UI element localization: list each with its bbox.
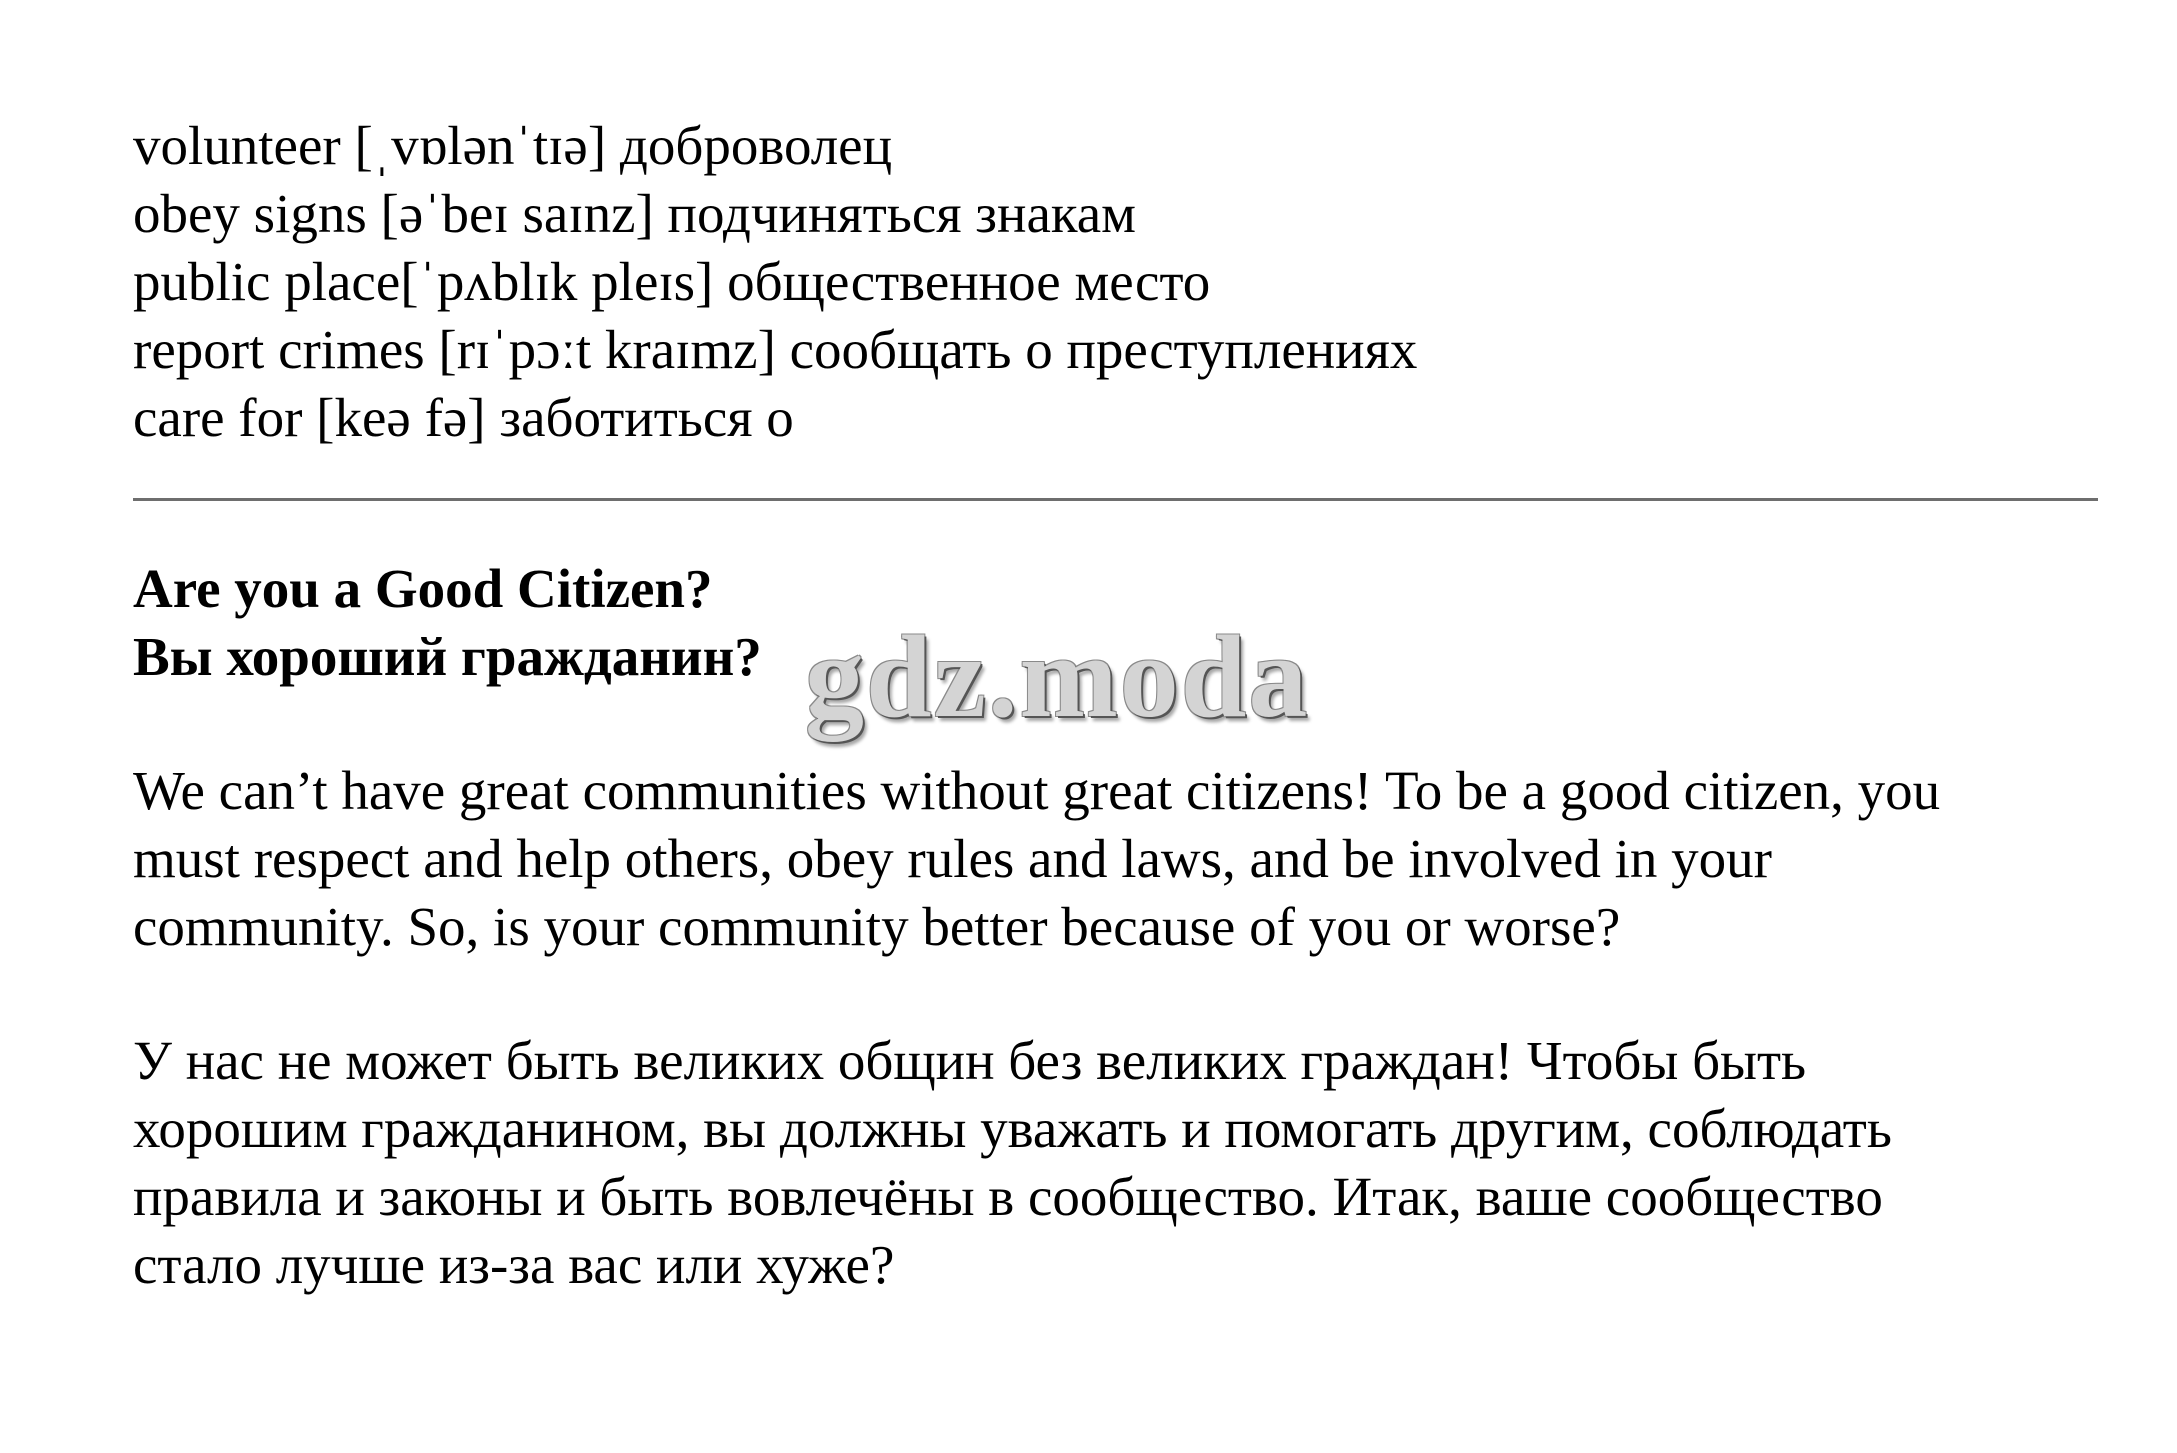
paragraph-line: We can’t have great communities without great citizens! To be a good citizen, you <box>133 760 1941 821</box>
paragraph-line: community. So, is your community better because of you or worse? <box>133 896 1621 957</box>
paragraph-english <box>133 757 2113 961</box>
paragraph-line: must respect and help others, obey rules and laws, and be involved in your <box>133 828 1772 889</box>
section-divider <box>133 498 2098 501</box>
paragraph-line: правила и законы и быть вовлечёны в сообщество. Итак, ваше сообщество <box>133 1166 1883 1227</box>
paragraph-line: У нас не может быть великих общин без великих граждан! Чтобы быть <box>133 1030 1807 1091</box>
vocabulary-list <box>133 112 2083 452</box>
vocabulary-item: public place[ˈpʌblɪk pleɪs] общественное место <box>133 251 1211 312</box>
paragraph-line: стало лучше из-за вас или хуже? <box>133 1234 895 1295</box>
vocabulary-item: care for [keə fə] заботиться о <box>133 387 794 448</box>
vocabulary-item: report crimes [rɪˈpɔːt kraɪmz] сообщать о преступлениях <box>133 319 1418 380</box>
heading-russian: Вы хороший гражданин? <box>133 626 762 687</box>
heading-english: Are you a Good Citizen? <box>133 558 713 619</box>
paragraph-russian <box>133 1027 2113 1299</box>
vocabulary-item: obey signs [əˈbeɪ saɪnz] подчиняться знакам <box>133 183 1136 244</box>
paragraph-line: хорошим гражданином, вы должны уважать и помогать другим, соблюдать <box>133 1098 1892 1159</box>
watermark-logo: gdz.moda <box>805 611 1310 742</box>
vocabulary-item: volunteer [ˌvɒlənˈtɪə] доброволец <box>133 115 893 176</box>
